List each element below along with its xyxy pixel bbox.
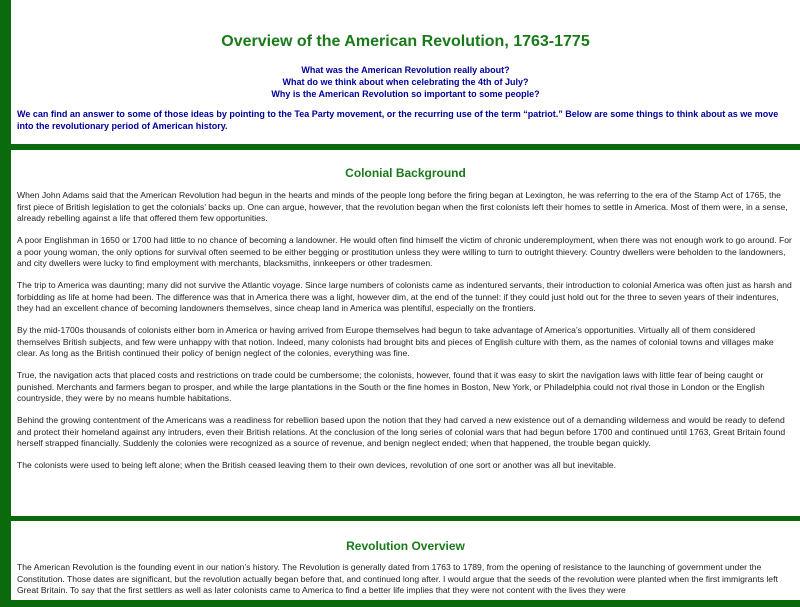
paragraph: The colonists were used to being left alone; when the British ceased leaving them to their own devices, revolution of one sort or another was all but inevitable. [17, 460, 617, 470]
paragraph: A poor Englishman in 1650 or 1700 had little to no chance of becoming a landowner. He would often find himself the victim of chronic underemployment, when there was not enough work to go around. For a poor young woman, the only options for survival often seemed to be either begging or prostitution unless they were willing to turn to outright thievery. Country dwellers were beholden to the landowners, and city dwellers were lucky to find employment with merchants, blacksmiths, innkeepers or other tradesmen. [17, 235, 792, 268]
paragraph: When John Adams said that the American Revolution had begun in the hearts and minds of the people long before the firing began at Lexington, he was referring to the era of the Stamp Act of 1765, the first piece of British legislation to get the colonials’ backs up. One can argue, however, that the revolution began when the first colonists left their homes to settle in America. Most of them were, in a sense, already rebelling against a life that offered them few opportunities. [17, 190, 788, 223]
colonial-background-text [17, 190, 792, 482]
page-title: Overview of the American Revolution, 1763-1775 [221, 33, 590, 50]
paragraph: True, the navigation acts that placed costs and restrictions on trade could be cumbersome; the colonists, however, found that it was easy to skirt the navigation laws with little fear of being caught or punished. Merchants and farmers began to prosper, and while the large plantations in the South or the fine homes in Boston, New York, or Philadelphia could not rival those in London or the English countryside, they were by no means humble habitations. [17, 370, 765, 403]
colonial-background-panel [11, 150, 800, 516]
revolution-overview-panel [11, 521, 800, 600]
paragraph: By the mid-1700s thousands of colonists either born in America or having arrived from Europe themselves had begun to take advantage of America’s opportunities. Virtually all of them considered themselves British subjects, and few were unhappy with that notion. Indeed, many colonists had brought bits and pieces of English culture with them, as the names of colonial towns and villages make clear. As long as the British continued their policy of benign neglect of the colonies, everything was fine. [17, 325, 774, 358]
intro-questions [11, 64, 800, 100]
intro-question: Why is the American Revolution so important to some people? [271, 89, 540, 99]
paragraph: Behind the growing contentment of the Americans was a readiness for rebellion based upon the notion that they had carved a new existence out of a demanding wilderness and would be ready to defend and protect their homeland against any intruders, even their British relations. At the conclusion of the long series of colonial wars that had begun before 1700 and continued until 1763, Great Britain found herself strapped financially. Suddenly the colonies were recognized as a source of revenue, and benign neglect ended; when that happened, the trouble began quickly. [17, 415, 786, 448]
intro-paragraph: We can find an answer to some of those ideas by pointing to the Tea Party movement, or the recurring use of the term “patriot.” Below are some things to think about as we move into the revolutionary period of American history. [17, 109, 779, 131]
paragraph: The American Revolution is the founding event in our nation’s history. The Revolution is generally dated from 1763 to 1789, from the opening of resistance to the launching of government under the Constitution. Those dates are significant, but the revolution actually began before that, and continued long after. I would argue that the seeds of the revolution were planted when the first immigrants left Great Britain. To say that the first settlers as well as later colonists came to America to find a better life implies that they were not content with the lives they were [17, 562, 778, 595]
intro-question: What was the American Revolution really about? [301, 65, 510, 75]
intro-question: What do we think about when celebrating the 4th of July? [282, 77, 529, 87]
intro-panel [11, 0, 800, 144]
revolution-overview-text [17, 562, 792, 607]
paragraph: The trip to America was daunting; many did not survive the Atlantic voyage. Since large numbers of colonists came as indentured servants, their introduction to colonial America was often just as harsh and forbidding as life at home had been. The difference was that in America there was a light, however dim, at the end of the tunnel: if they could just hold out for the three to seven years of their indentures, they had an excellent chance of becoming landowners themselves, since cheap land in America was plentiful, especially on the frontiers. [17, 280, 792, 313]
revolution-overview-heading: Revolution Overview [346, 539, 465, 553]
colonial-background-heading: Colonial Background [345, 166, 466, 180]
